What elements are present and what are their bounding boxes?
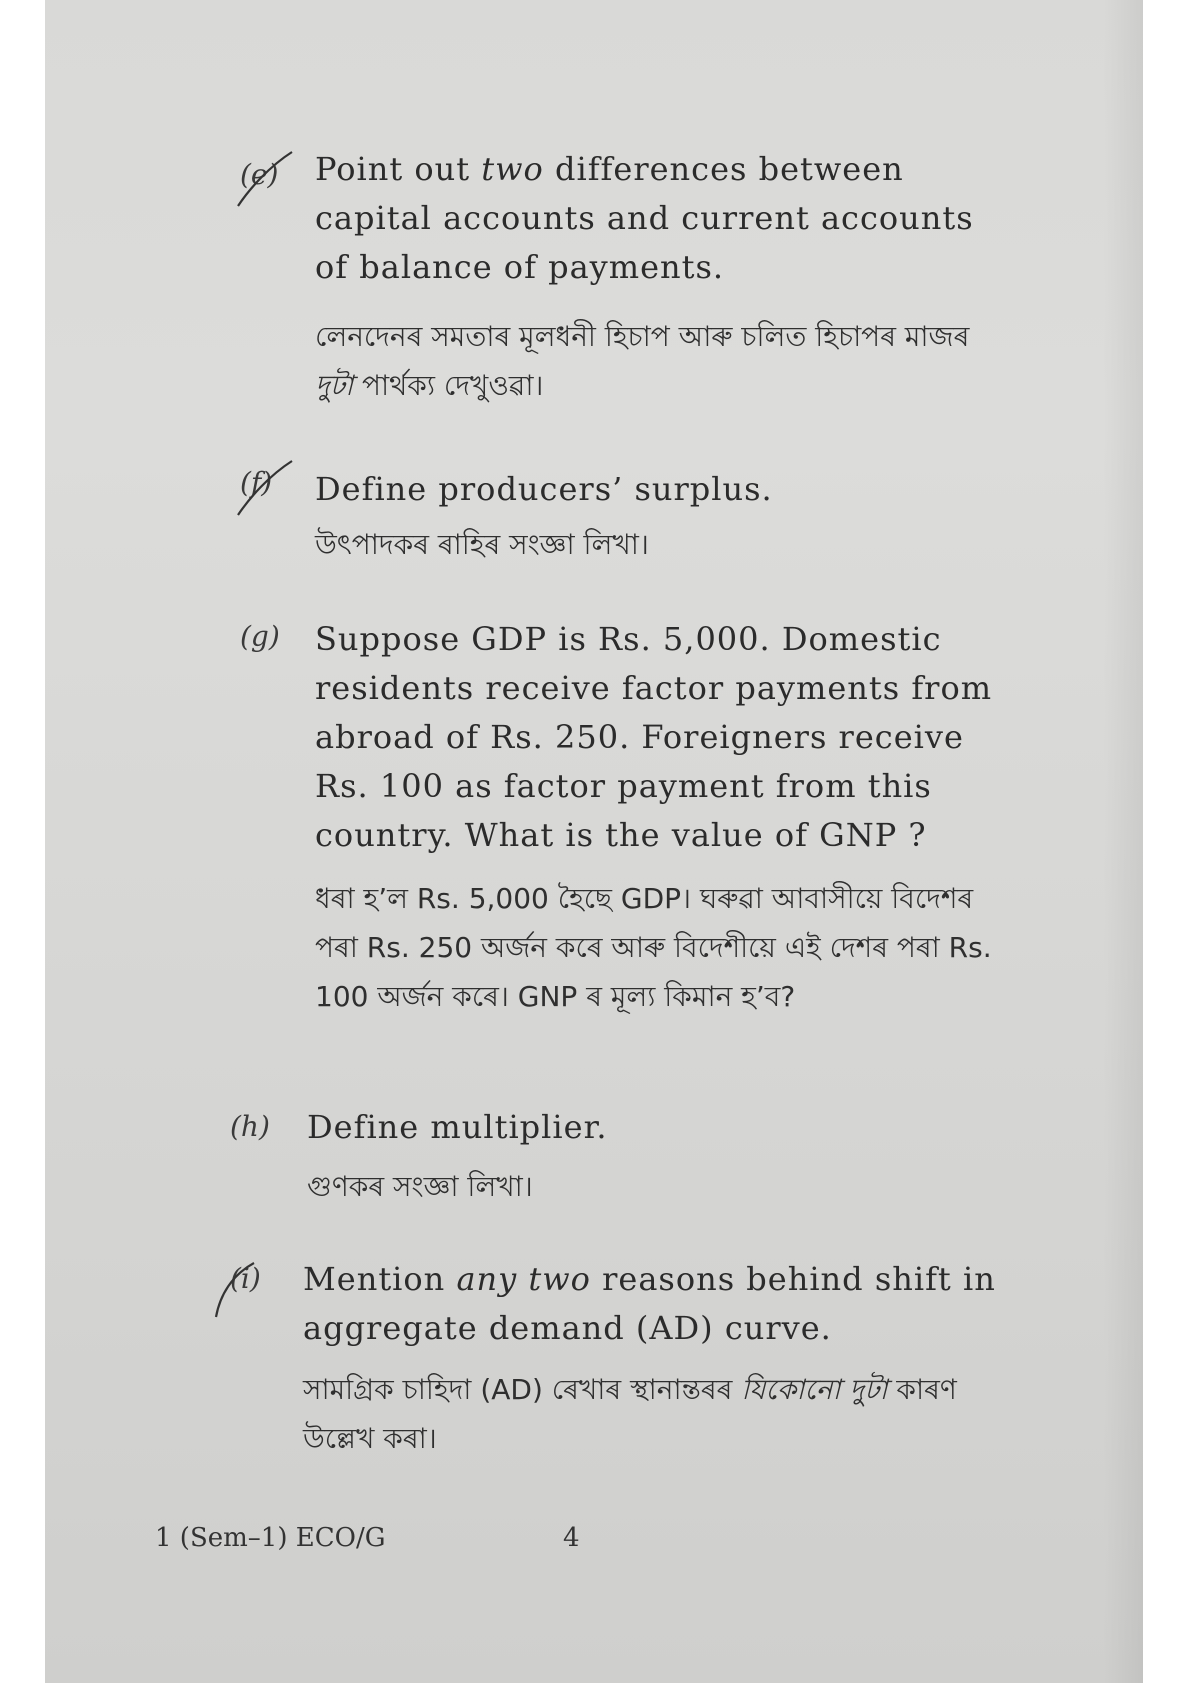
- question-h: [307, 1103, 997, 1211]
- question-g-bengali: ধৰা হ’ল Rs. 5,000 হৈছে GDP। ঘৰুৱা আবাসীয়ে বিদেশৰ পৰা Rs. 250 অৰ্জন কৰে আৰু বিদেশীয়ে এই দেশৰ পৰা Rs. 100 অৰ্জন কৰে। GNP ৰ মূল্য কিমান হ’ব?: [315, 882, 992, 1013]
- pen-tick-mark: [210, 1255, 270, 1325]
- question-label-h: (h): [230, 1110, 270, 1143]
- exam-page: [45, 0, 1143, 1683]
- course-code: 1 (Sem–1) ECO/G: [155, 1523, 386, 1553]
- pen-tick-mark: [230, 148, 300, 218]
- page-number: 4: [563, 1523, 580, 1553]
- question-label-i: (i): [230, 1262, 261, 1295]
- pen-tick-mark: [230, 455, 300, 525]
- question-e-bengali: লেনদেনৰ সমতাৰ মূলধনী হিচাপ আৰু চলিত হিচাপৰ মাজৰ দুটা পাৰ্থক্য দেখুওৱা।: [315, 320, 970, 402]
- question-label-f: (f): [240, 466, 273, 499]
- question-label-g: (g): [240, 620, 280, 653]
- question-e: [315, 145, 1005, 410]
- question-i-english: Mention any two reasons behind shift in aggregate demand (AD) curve.: [303, 1260, 996, 1347]
- question-h-english: Define multiplier.: [307, 1108, 608, 1146]
- question-f-english: Define producers’ surplus.: [315, 470, 773, 508]
- question-g: [315, 615, 1005, 1021]
- question-i: [303, 1255, 1003, 1463]
- question-i-bengali: সামগ্ৰিক চাহিদা (AD) ৰেখাৰ স্থানান্তৰৰ যিকোনো দুটা কাৰণ উল্লেখ কৰা।: [303, 1373, 957, 1455]
- question-f: [315, 465, 1005, 569]
- question-g-english: Suppose GDP is Rs. 5,000. Domestic residents receive factor payments from abroad of Rs. 250. Foreigners receive Rs. 100 as factor payment from this country. What is the value of GNP ?: [315, 620, 993, 854]
- question-f-bengali: উৎপাদকৰ ৰাহিৰ সংজ্ঞা লিখা।: [315, 528, 649, 561]
- question-label-e: (e): [240, 158, 279, 191]
- question-e-english: Point out two differences between capital accounts and current accounts of balance of payments.: [315, 150, 974, 286]
- question-h-bengali: গুণকৰ সংজ্ঞা লিখা।: [307, 1170, 533, 1203]
